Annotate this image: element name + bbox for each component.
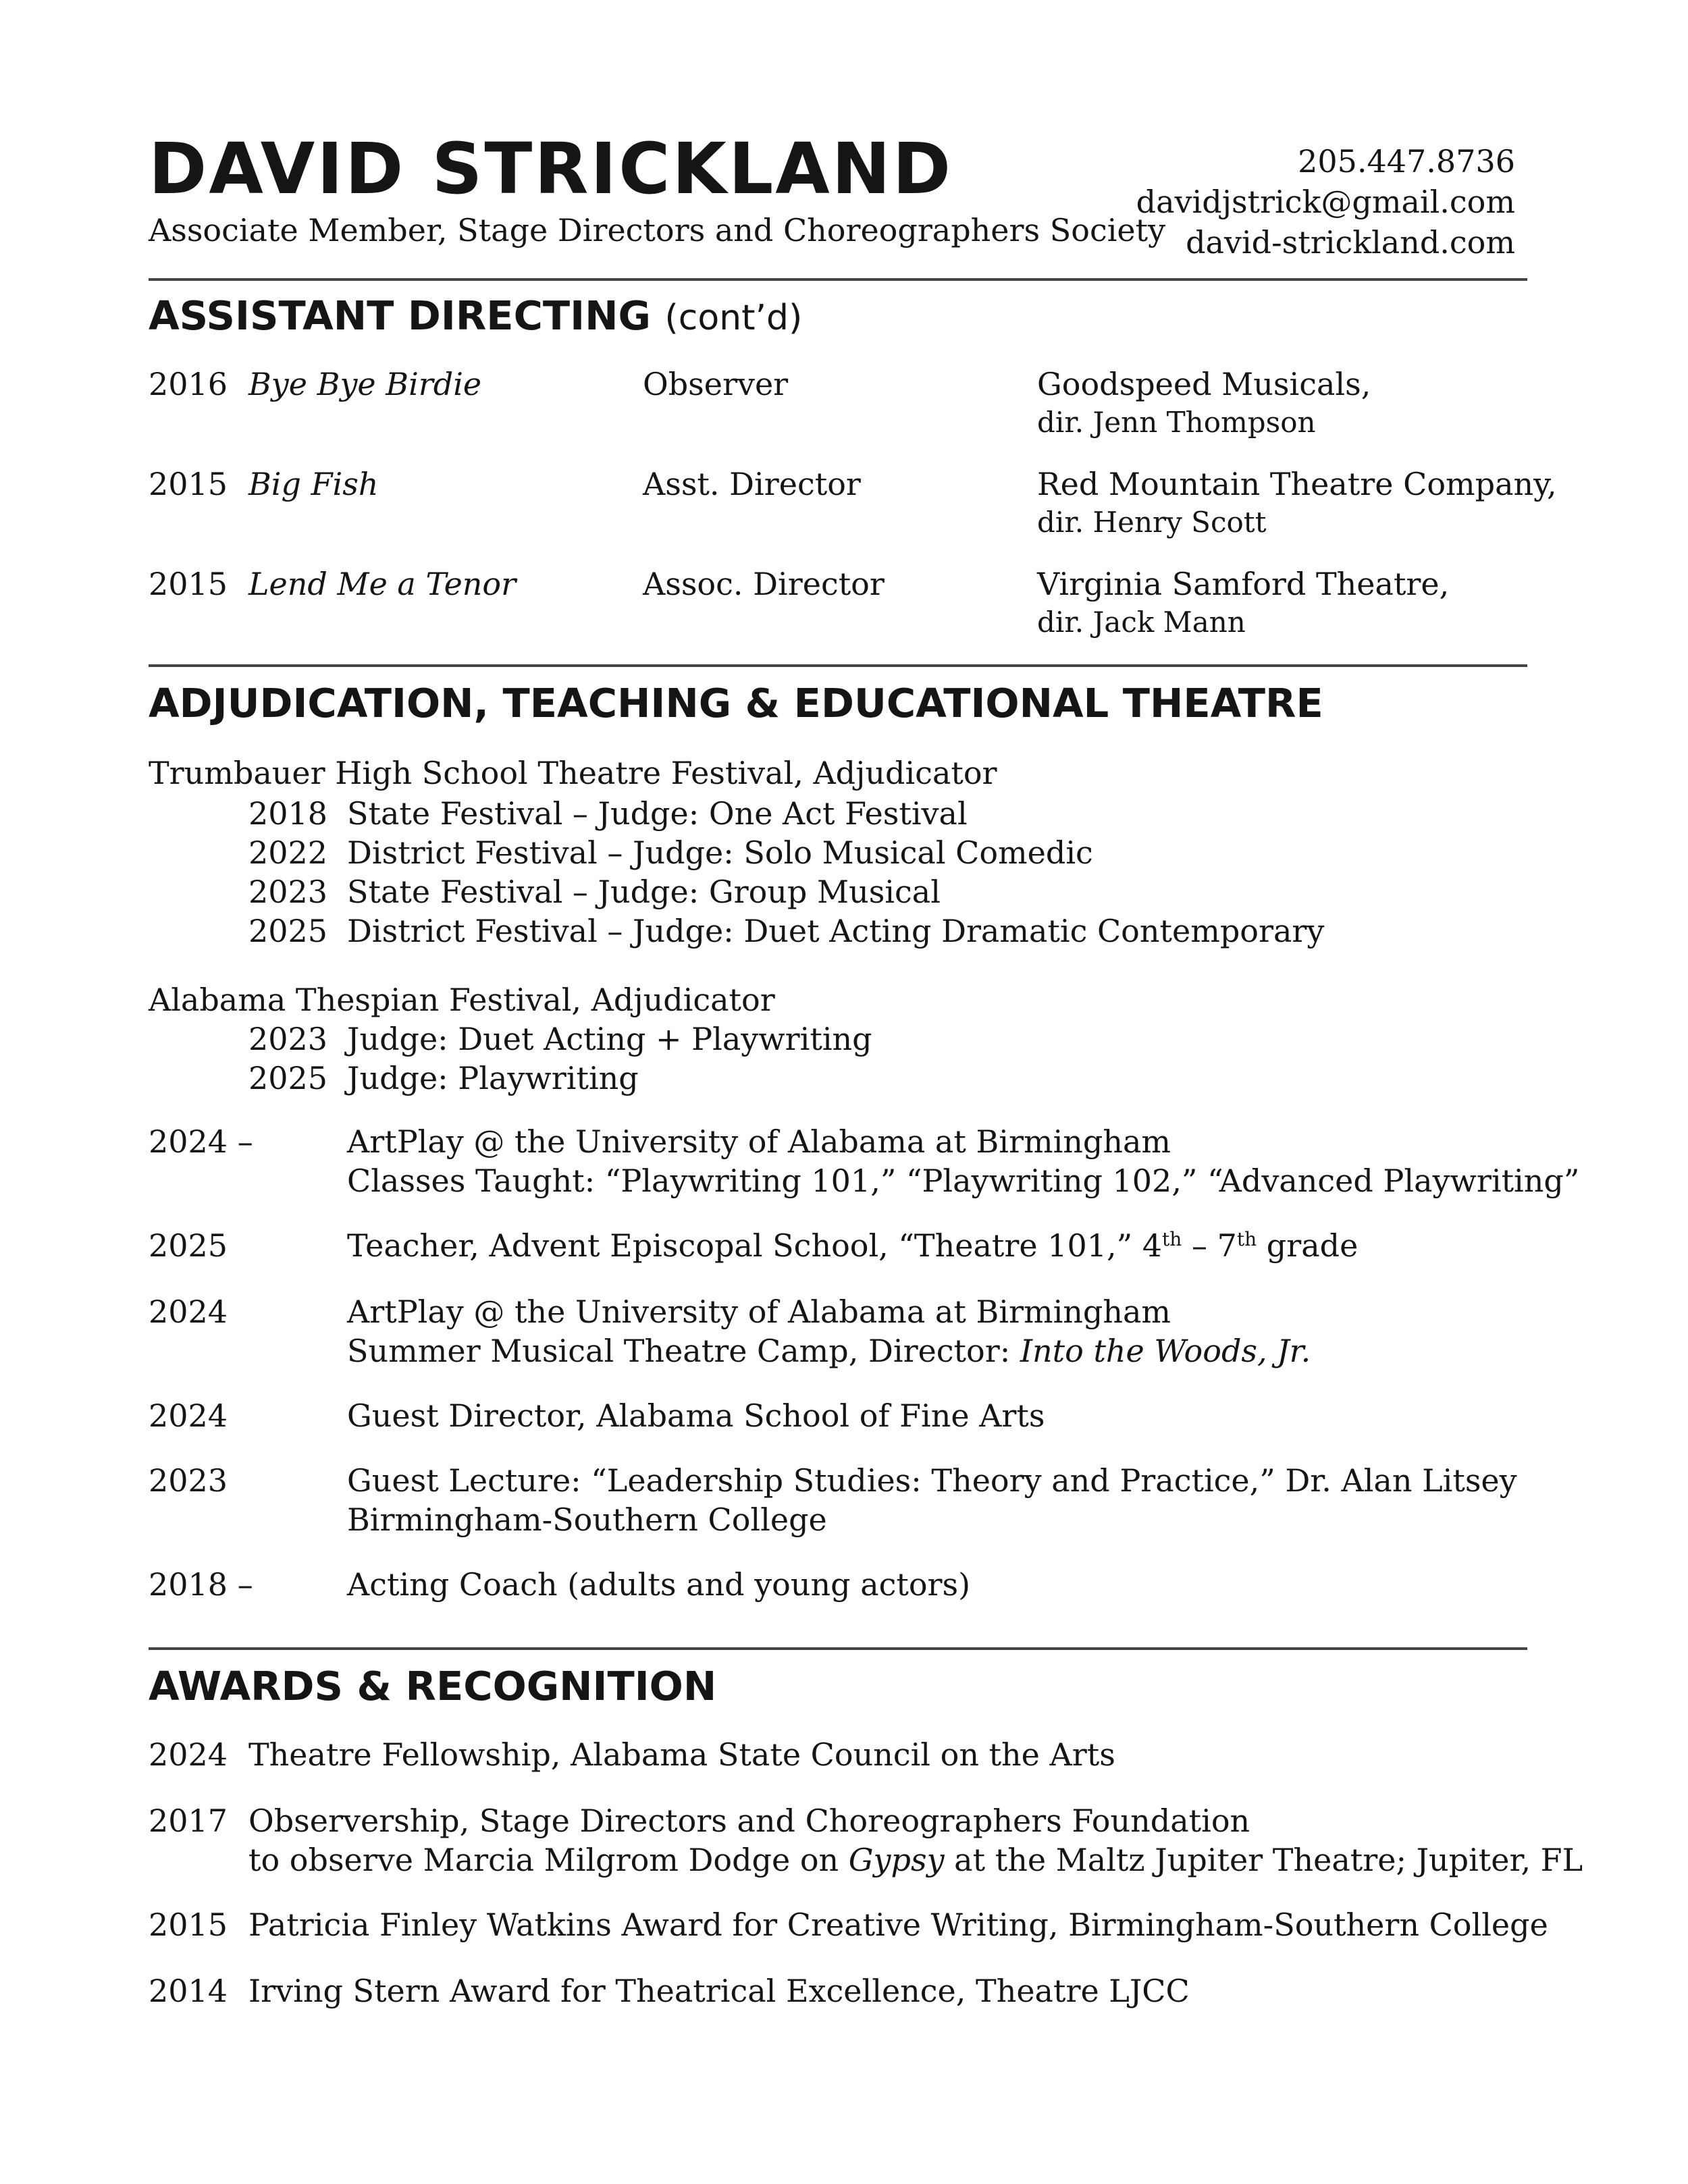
item-year: 2024 bbox=[149, 1397, 228, 1434]
entry-show: Big Fish bbox=[248, 466, 379, 502]
item-year: 2022 bbox=[248, 834, 328, 871]
entry-role: Asst. Director bbox=[643, 466, 861, 502]
item-text: District Festival – Judge: Duet Acting Dramatic Contemporary bbox=[347, 913, 1325, 949]
item-year: 2018 bbox=[248, 795, 328, 832]
item-year: 2023 bbox=[149, 1462, 228, 1499]
item-text bbox=[347, 1226, 1358, 1265]
item-year: 2025 bbox=[149, 1227, 228, 1264]
item-year: 2018 – bbox=[149, 1566, 253, 1603]
entry-company: Red Mountain Theatre Company, bbox=[1037, 466, 1557, 502]
item-text: ArtPlay @ the University of Alabama at Birmingham bbox=[347, 1123, 1171, 1160]
item-year: 2023 bbox=[248, 874, 328, 910]
section-title-adjudication: ADJUDICATION, TEACHING & EDUCATIONAL THEATRE bbox=[149, 680, 1323, 726]
subsection-heading: Alabama Thespian Festival, Adjudicator bbox=[149, 982, 775, 1018]
section-title-assistant-directing bbox=[149, 292, 802, 342]
item-year: 2023 bbox=[248, 1021, 328, 1057]
superscript: th bbox=[1162, 1228, 1182, 1250]
divider bbox=[149, 1647, 1527, 1650]
award-text: Irving Stern Award for Theatrical Excellence, Theatre LJCC bbox=[248, 1973, 1190, 2009]
entry-year: 2015 bbox=[149, 566, 228, 602]
entry-year: 2016 bbox=[149, 366, 228, 402]
award-text: Patricia Finley Watkins Award for Creative Writing, Birmingham-Southern College bbox=[248, 1907, 1548, 1943]
superscript: th bbox=[1236, 1228, 1257, 1250]
resume-subtitle: Associate Member, Stage Directors and Choreographers Society bbox=[149, 212, 1166, 248]
show-title: Into the Woods, Jr. bbox=[1020, 1333, 1311, 1369]
divider bbox=[149, 664, 1527, 667]
show-title: Gypsy bbox=[848, 1842, 945, 1878]
award-text: Theatre Fellowship, Alabama State Council on the Arts bbox=[248, 1736, 1115, 1773]
item-text: State Festival – Judge: One Act Festival bbox=[347, 795, 968, 832]
item-year: 2025 bbox=[248, 913, 328, 949]
item-text: State Festival – Judge: Group Musical bbox=[347, 874, 941, 910]
item-text: Birmingham-Southern College bbox=[347, 1501, 827, 1538]
section-title-text: ASSISTANT DIRECTING bbox=[149, 292, 651, 339]
item-year: 2025 bbox=[248, 1060, 328, 1096]
item-text: District Festival – Judge: Solo Musical Comedic bbox=[347, 834, 1093, 871]
item-text: ArtPlay @ the University of Alabama at Birmingham bbox=[347, 1294, 1171, 1330]
email-address[interactable]: davidjstrick@gmail.com bbox=[1136, 184, 1515, 220]
item-text: Guest Lecture: “Leadership Studies: Theory and Practice,” Dr. Alan Litsey bbox=[347, 1462, 1517, 1499]
item-year: 2024 bbox=[149, 1294, 228, 1330]
entry-show: Lend Me a Tenor bbox=[248, 566, 517, 602]
text-part: Summer Musical Theatre Camp, Director: bbox=[347, 1333, 1020, 1369]
divider bbox=[149, 278, 1527, 281]
entry-director: dir. Jack Mann bbox=[1037, 606, 1246, 639]
award-year: 2024 bbox=[149, 1736, 228, 1773]
phone-number: 205.447.8736 bbox=[1298, 143, 1515, 180]
award-year: 2014 bbox=[149, 1973, 228, 2009]
item-text: Acting Coach (adults and young actors) bbox=[347, 1566, 971, 1603]
website-link[interactable]: david-strickland.com bbox=[1186, 224, 1515, 261]
award-year: 2015 bbox=[149, 1907, 228, 1943]
text-part: Teacher, Advent Episcopal School, “Theatre 101,” 4 bbox=[347, 1227, 1163, 1264]
entry-role: Assoc. Director bbox=[643, 566, 885, 602]
section-title-suffix: (cont’d) bbox=[664, 298, 803, 338]
item-text bbox=[347, 1331, 1311, 1370]
section-title-awards: AWARDS & RECOGNITION bbox=[149, 1663, 717, 1709]
text-part: grade bbox=[1257, 1227, 1359, 1264]
entry-company: Goodspeed Musicals, bbox=[1037, 366, 1371, 402]
subsection-heading: Trumbauer High School Theatre Festival, Adjudicator bbox=[149, 755, 997, 791]
entry-director: dir. Jenn Thompson bbox=[1037, 406, 1316, 439]
award-text bbox=[248, 1840, 1583, 1880]
entry-director: dir. Henry Scott bbox=[1037, 506, 1267, 539]
text-part: at the Maltz Jupiter Theatre; Jupiter, FL bbox=[944, 1842, 1583, 1878]
text-part: to observe Marcia Milgrom Dodge on bbox=[248, 1842, 849, 1878]
entry-company: Virginia Samford Theatre, bbox=[1037, 566, 1450, 602]
entry-role: Observer bbox=[643, 366, 789, 402]
entry-year: 2015 bbox=[149, 466, 228, 502]
item-text: Judge: Duet Acting + Playwriting bbox=[347, 1021, 872, 1057]
award-text: Observership, Stage Directors and Choreographers Foundation bbox=[248, 1803, 1250, 1839]
item-text: Guest Director, Alabama School of Fine Arts bbox=[347, 1397, 1045, 1434]
entry-show: Bye Bye Birdie bbox=[248, 366, 482, 402]
item-year: 2024 – bbox=[149, 1123, 253, 1160]
item-text: Judge: Playwriting bbox=[347, 1060, 639, 1096]
item-text: Classes Taught: “Playwriting 101,” “Playwriting 102,” “Advanced Playwriting” bbox=[347, 1163, 1580, 1199]
text-part: – 7 bbox=[1182, 1227, 1237, 1264]
award-year: 2017 bbox=[149, 1803, 228, 1839]
resume-name: DAVID STRICKLAND bbox=[149, 128, 953, 210]
